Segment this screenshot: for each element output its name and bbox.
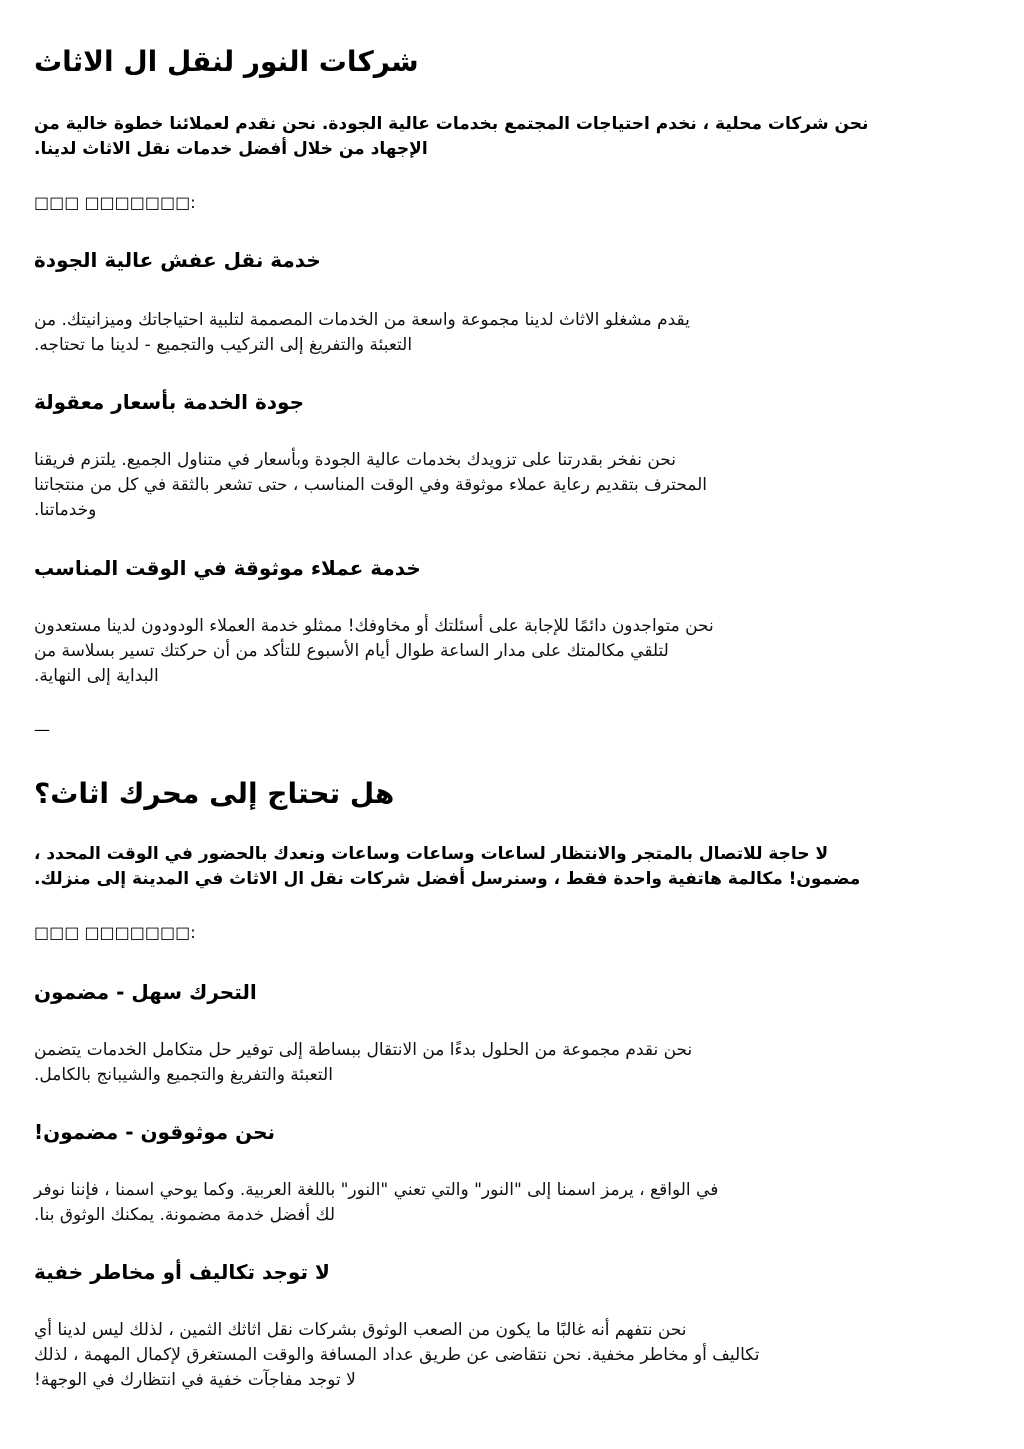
section-label: [34, 922, 988, 944]
section-paragraph: [34, 1038, 988, 1088]
paragraph-line: في الواقع ، يرمز اسمنا إلى "النور" والتي تعني "النور" باللغة العربية. وكما يوحي اسمنا ، فإننا نوفر: [34, 1180, 719, 1200]
section-heading: [34, 246, 988, 274]
paragraph-line: نحن نفخر بقدرتنا على تزويدك بخدمات عالية الجودة وبأسعار في متناول الجميع. يلتزم فريقنا: [34, 450, 676, 470]
section-heading-text: جودة الخدمة بأسعار معقولة: [34, 390, 304, 414]
section-heading-text: نحن موثوقون - مضمون!: [34, 1120, 276, 1144]
separator-text: —: [34, 720, 50, 739]
intro-paragraph: [34, 112, 988, 162]
section-label-text: □□□ □□□□□□□:: [34, 923, 196, 942]
paragraph-line: لا توجد مفاجآت خفية في انتظارك في الوجهة!: [34, 1370, 356, 1390]
section-paragraph: [34, 308, 988, 358]
paragraph-line: نحن متواجدون دائمًا للإجابة على أسئلتك أو مخاوفك! ممثلو خدمة العملاء الودودون لدينا مستعدون: [34, 616, 714, 636]
paragraph-line: تكاليف أو مخاطر مخفية. نحن نتقاضى عن طريق عداد المسافة والوقت المستغرق لإكمال المهمة ، لذلك: [34, 1345, 760, 1365]
paragraph-line: يقدم مشغلو الاثاث لدينا مجموعة واسعة من الخدمات المصممة لتلبية احتياجاتك وميزانيتك. من: [34, 310, 690, 330]
page-title: [34, 44, 988, 80]
section-paragraph: [34, 614, 988, 689]
section-paragraph: [34, 1318, 988, 1393]
intro-line: لا حاجة للاتصال بالمتجر والانتظار لساعات وساعات وساعات ونعدك بالحضور في الوقت المحدد ،: [34, 844, 829, 864]
paragraph-line: وخدماتنا.: [34, 500, 97, 520]
intro-paragraph: [34, 842, 988, 892]
section-heading: [34, 554, 988, 582]
page-title-text: شركات النور لنقل ال الاثاث: [34, 45, 419, 78]
section-title: [34, 776, 988, 812]
section-heading-text: لا توجد تكاليف أو مخاطر خفية: [34, 1260, 330, 1284]
paragraph-line: لتلقي مكالمتك على مدار الساعة طوال أيام الأسبوع للتأكد من أن حركتك تسير بسلاسة من: [34, 641, 669, 661]
paragraph-line: التعبئة والتفريغ إلى التركيب والتجميع - لدينا ما تحتاجه.: [34, 335, 413, 355]
paragraph-line: التعبئة والتفريغ والتجميع والشيبانج بالكامل.: [34, 1065, 333, 1085]
section-title-text: هل تحتاج إلى محرك اثاث؟: [34, 777, 395, 810]
section-heading-text: التحرك سهل - مضمون: [34, 980, 257, 1004]
paragraph-line: نحن نتفهم أنه غالبًا ما يكون من الصعب الوثوق بشركات نقل اثاثك الثمين ، لذلك ليس لدينا أي: [34, 1320, 687, 1340]
section-heading-text: خدمة نقل عفش عالية الجودة: [34, 248, 321, 272]
paragraph-line: نحن نقدم مجموعة من الحلول بدءًا من الانتقال ببساطة إلى توفير حل متكامل الخدمات يتضمن: [34, 1040, 693, 1060]
paragraph-line: لك أفضل خدمة مضمونة. يمكنك الوثوق بنا.: [34, 1205, 335, 1225]
section-label: [34, 192, 988, 214]
section-heading: [34, 388, 988, 416]
section-heading: [34, 978, 988, 1006]
section-paragraph: [34, 448, 988, 523]
paragraph-line: البداية إلى النهاية.: [34, 666, 159, 686]
section-label-text: □□□ □□□□□□□:: [34, 193, 196, 212]
section-heading: [34, 1258, 988, 1286]
section-heading: [34, 1118, 988, 1146]
intro-line: الإجهاد من خلال أفضل خدمات نقل الاثاث لدينا.: [34, 139, 428, 159]
paragraph-line: المحترف بتقديم رعاية عملاء موثوقة وفي الوقت المناسب ، حتى تشعر بالثقة في كل من منتجاتنا: [34, 475, 708, 495]
intro-line: مضمون! مكالمة هاتفية واحدة فقط ، وسنرسل أفضل شركات نقل ال الاثاث في المدينة إلى منزلك.: [34, 869, 861, 889]
separator: [34, 720, 988, 740]
section-heading-text: خدمة عملاء موثوقة في الوقت المناسب: [34, 556, 421, 580]
section-paragraph: [34, 1178, 988, 1228]
intro-line: نحن شركات محلية ، نخدم احتياجات المجتمع بخدمات عالية الجودة. نحن نقدم لعملائنا خطوة خالية من: [34, 114, 869, 134]
